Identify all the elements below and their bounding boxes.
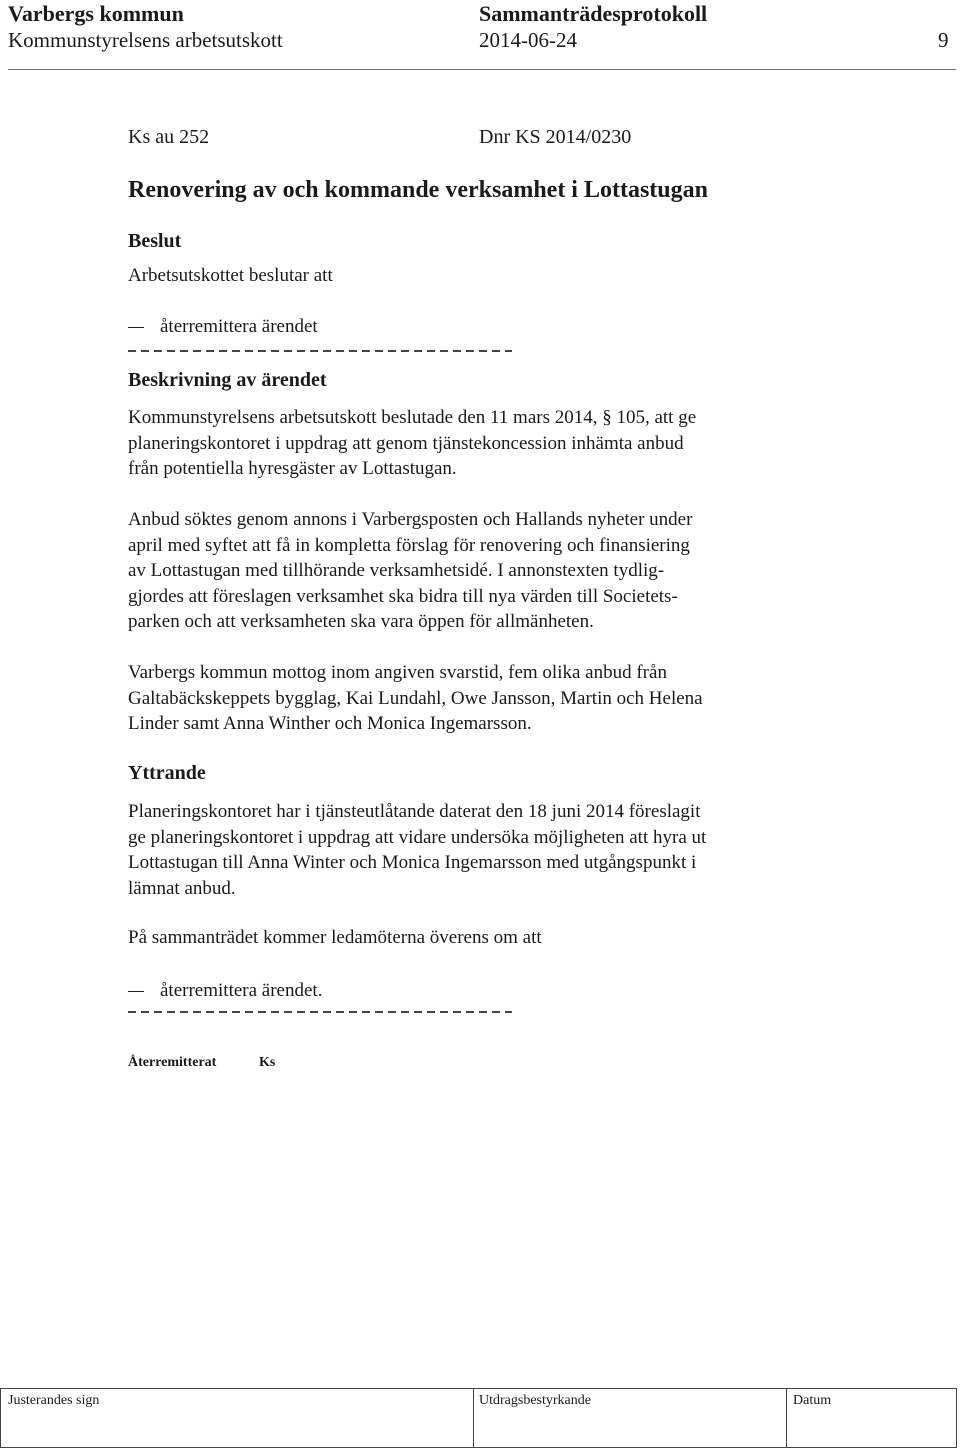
text-line: Lottastugan till Anna Winter och Monica Ingemarsson med utgångspunkt i: [128, 852, 697, 873]
text-line: Planeringskontoret har i tjänsteutlåtande daterat den 18 juni 2014 föreslagit: [128, 801, 701, 822]
statement-item: [128, 980, 322, 1002]
decision-item: [128, 316, 318, 338]
text-line: Anbud söktes genom annons i Varbergsposten och Hallands nyheter under: [128, 509, 693, 530]
text-line: gjordes att föreslagen verksamhet ska bidra till nya värden till Societets-: [128, 585, 678, 607]
footer-divider: [473, 1389, 474, 1447]
text-line: Kommunstyrelsens arbetsutskott beslutade den 11 mars 2014, § 105, att ge: [128, 407, 697, 428]
meeting-date: 2014-06-24: [479, 28, 577, 52]
result-label: Återremitterat: [128, 1055, 217, 1070]
description-paragraph-3: [128, 660, 808, 737]
header-divider: [8, 69, 956, 70]
text-line: april med syftet att få in kompletta förslag för renovering och finansiering: [128, 534, 690, 556]
decision-heading: Beslut: [128, 230, 182, 252]
result-target: Ks: [259, 1055, 276, 1070]
case-number: Ks au 252: [128, 126, 210, 148]
description-paragraph-1: [128, 405, 808, 482]
text-line: från potentiella hyresgäster av Lottastugan.: [128, 458, 457, 479]
text-line: Galtabäckskeppets bygglag, Kai Lundahl, Owe Jansson, Martin och Helena: [128, 687, 703, 709]
footer-divider: [786, 1389, 787, 1447]
bullet-dash-icon: [128, 991, 144, 992]
text-line: Linder samt Anna Winther och Monica Ingemarsson.: [128, 713, 532, 734]
statement-item-text: återremittera ärendet.: [160, 980, 323, 1001]
case-dnr: Dnr KS 2014/0230: [479, 126, 632, 148]
committee-name: Kommunstyrelsens arbetsutskott: [8, 28, 283, 52]
text-line: ge planeringskontoret i uppdrag att vidare undersöka möjligheten att hyra ut: [128, 826, 707, 848]
decision-dashed-rule: [128, 350, 512, 352]
text-line: planeringskontoret i uppdrag att genom tjänstekoncession inhämta anbud: [128, 432, 684, 454]
description-heading: Beskrivning av ärendet: [128, 369, 327, 391]
footer-sign-label: Justerandes sign: [8, 1393, 100, 1408]
statement-paragraph: [128, 799, 808, 901]
bullet-dash-icon: [128, 327, 144, 328]
footer-extract-label: Utdragsbestyrkande: [479, 1393, 591, 1408]
description-paragraph-2: [128, 507, 808, 635]
footer-date-label: Datum: [793, 1393, 832, 1408]
decision-intro: Arbetsutskottet beslutar att: [128, 265, 333, 286]
statement-heading: Yttrande: [128, 762, 206, 784]
meeting-intro: På sammanträdet kommer ledamöterna överens om att: [128, 927, 542, 948]
text-line: lämnat anbud.: [128, 877, 236, 899]
case-title: Renovering av och kommande verksamhet i Lottastugan: [128, 177, 708, 203]
document-type: Sammanträdesprotokoll: [479, 1, 708, 26]
page-number: 9: [938, 28, 949, 52]
text-line: parken och att verksamheten ska vara öppen för allmänheten.: [128, 611, 594, 632]
text-line: av Lottastugan med tillhörande verksamhetsidé. I annonstexten tydlig-: [128, 560, 665, 581]
signature-footer: [0, 1388, 957, 1448]
org-name: Varbergs kommun: [8, 1, 184, 26]
statement-dashed-rule: [128, 1011, 512, 1013]
decision-item-text: återremittera ärendet: [160, 316, 318, 337]
text-line: Varbergs kommun mottog inom angiven svarstid, fem olika anbud från: [128, 662, 667, 683]
